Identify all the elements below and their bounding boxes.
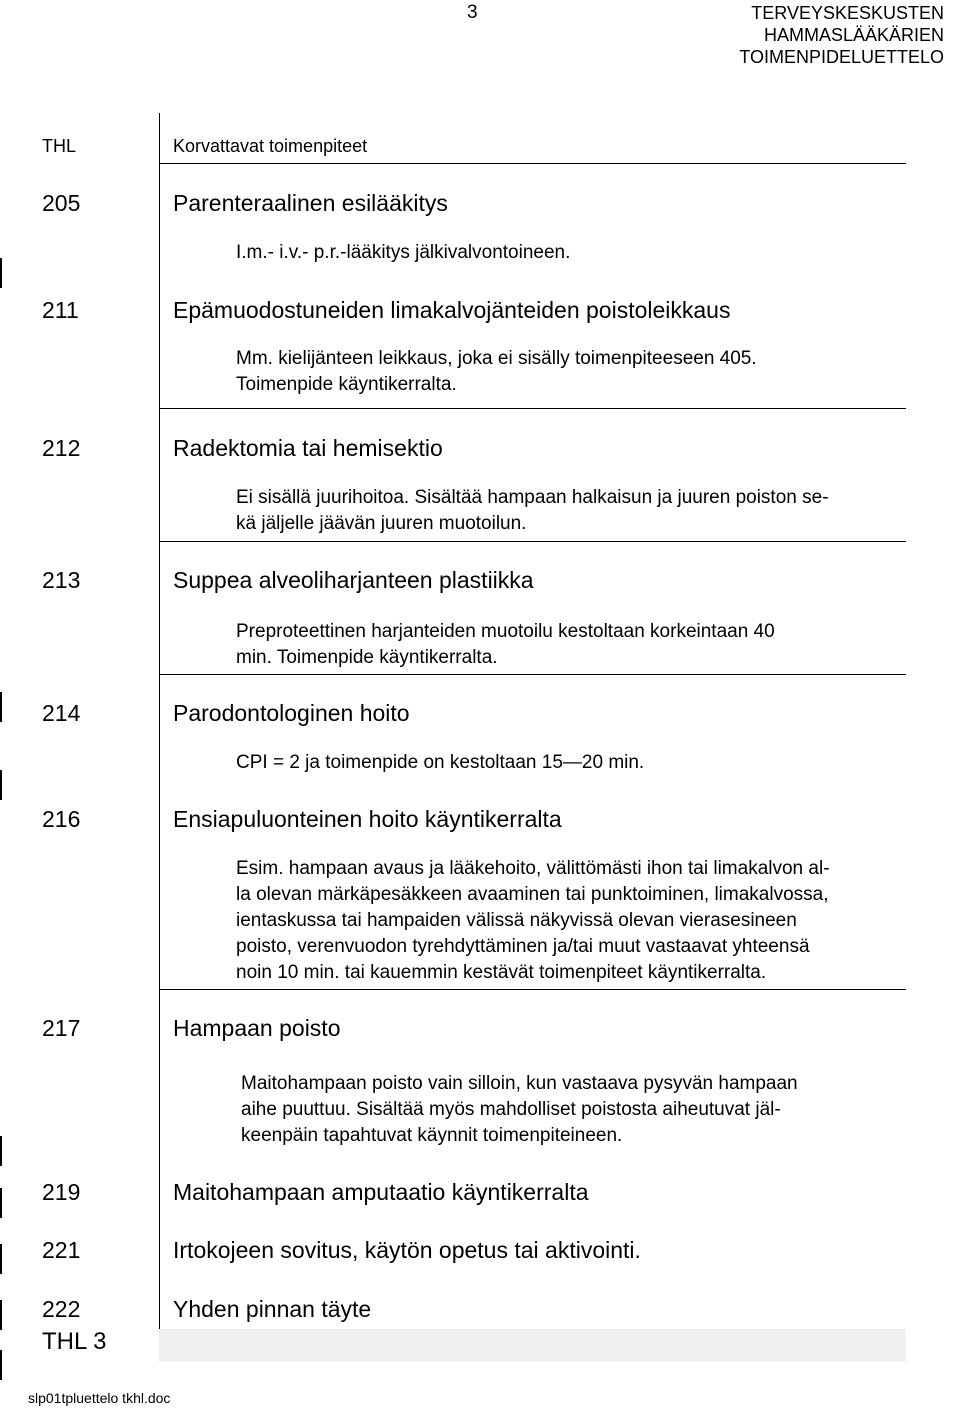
procedure-description <box>236 619 775 671</box>
procedure-description <box>236 240 570 266</box>
procedure-code: 214 <box>42 700 81 726</box>
column-header-code: THL <box>42 136 77 156</box>
description-line: ientaskussa tai hampaiden välissä näkyvissä olevan vierasesineen <box>236 910 797 931</box>
procedure-title: Epämuodostuneiden limakalvojänteiden poistoleikkaus <box>173 297 731 323</box>
table-column-divider <box>159 113 160 1358</box>
page-number: 3 <box>467 2 478 23</box>
procedure-description <box>236 485 829 537</box>
table-divider <box>159 408 906 409</box>
change-bar <box>0 1300 2 1330</box>
description-line: Ei sisällä juurihoitoa. Sisältää hampaan halkaisun ja juuren poiston se- <box>236 487 829 508</box>
change-bar <box>0 1350 2 1380</box>
header-line: HAMMASLÄÄKÄRIEN <box>763 25 944 45</box>
description-line: min. Toimenpide käyntikerralta. <box>236 647 498 668</box>
procedure-code: 221 <box>42 1237 81 1263</box>
header-line: TERVEYSKESKUSTEN <box>751 3 944 23</box>
procedure-code: 211 <box>42 297 79 323</box>
procedure-description <box>236 346 757 398</box>
description-line: Toimenpide käyntikerralta. <box>236 374 457 395</box>
procedure-title: Yhden pinnan täyte <box>173 1296 372 1322</box>
change-bar <box>0 692 2 722</box>
description-line: noin 10 min. tai kauemmin kestävät toimenpiteet käyntikerralta. <box>236 962 767 983</box>
procedure-title: Suppea alveoliharjanteen plastiikka <box>173 567 534 593</box>
description-line: la olevan märkäpesäkkeen avaaminen tai punktoiminen, limakalvossa, <box>236 884 829 905</box>
change-bar <box>0 258 2 288</box>
procedure-title: Hampaan poisto <box>173 1015 341 1041</box>
description-line: Esim. hampaan avaus ja lääkehoito, välittömästi ihon tai limakalvon al- <box>236 858 830 879</box>
change-bar <box>0 1244 2 1274</box>
column-header-title: Korvattavat toimenpiteet <box>173 136 368 156</box>
procedure-title: Irtokojeen sovitus, käytön opetus tai aktivointi. <box>173 1237 641 1263</box>
description-line: CPI = 2 ja toimenpide on kestoltaan 15—20 min. <box>236 752 645 773</box>
file-name: slp01tpluettelo tkhl.doc <box>28 1390 171 1406</box>
procedure-code: 222 <box>42 1296 81 1322</box>
description-line: kä jäljelle jäävän juuren muotoilun. <box>236 513 527 534</box>
description-line: Mm. kielijänteen leikkaus, joka ei sisälly toimenpiteeseen 405. <box>236 348 757 369</box>
procedure-title: Parodontologinen hoito <box>173 700 410 726</box>
procedure-code: 217 <box>42 1015 81 1041</box>
description-line: keenpäin tapahtuvat käynnit toimenpiteineen. <box>241 1125 623 1146</box>
change-bar <box>0 1136 2 1166</box>
footer-code: THL 3 <box>42 1328 107 1355</box>
procedure-description <box>236 750 644 776</box>
procedure-description <box>241 1071 798 1149</box>
table-divider <box>159 163 906 164</box>
document-header <box>739 2 944 68</box>
procedure-description <box>236 856 830 986</box>
procedure-code: 205 <box>42 190 81 216</box>
header-line: TOIMENPIDELUETTELO <box>739 47 944 67</box>
procedure-title: Maitohampaan amputaatio käyntikerralta <box>173 1179 589 1205</box>
description-line: Preproteettinen harjanteiden muotoilu kestoltaan korkeintaan 40 <box>236 621 775 642</box>
description-line: Maitohampaan poisto vain silloin, kun vastaava pysyvän hampaan <box>241 1073 798 1094</box>
procedure-title: Parenteraalinen esilääkitys <box>173 190 448 216</box>
procedure-code: 219 <box>42 1179 81 1205</box>
description-line: poisto, verenvuodon tyrehdyttäminen ja/tai muut vastaavat yhteensä <box>236 936 810 957</box>
footer-band <box>159 1329 906 1362</box>
change-bar <box>0 770 2 800</box>
procedure-title: Radektomia tai hemisektio <box>173 435 443 461</box>
procedure-title: Ensiapuluonteinen hoito käyntikerralta <box>173 806 562 832</box>
procedure-code: 213 <box>42 567 81 593</box>
table-divider <box>159 541 906 542</box>
procedure-code: 216 <box>42 806 81 832</box>
table-divider <box>159 989 906 990</box>
change-bar <box>0 1188 2 1218</box>
description-line: aihe puuttuu. Sisältää myös mahdolliset poistosta aiheutuvat jäl- <box>241 1099 781 1120</box>
description-line: I.m.- i.v.- p.r.-lääkitys jälkivalvontoineen. <box>236 242 571 263</box>
table-divider <box>159 674 906 675</box>
procedure-code: 212 <box>42 435 81 461</box>
